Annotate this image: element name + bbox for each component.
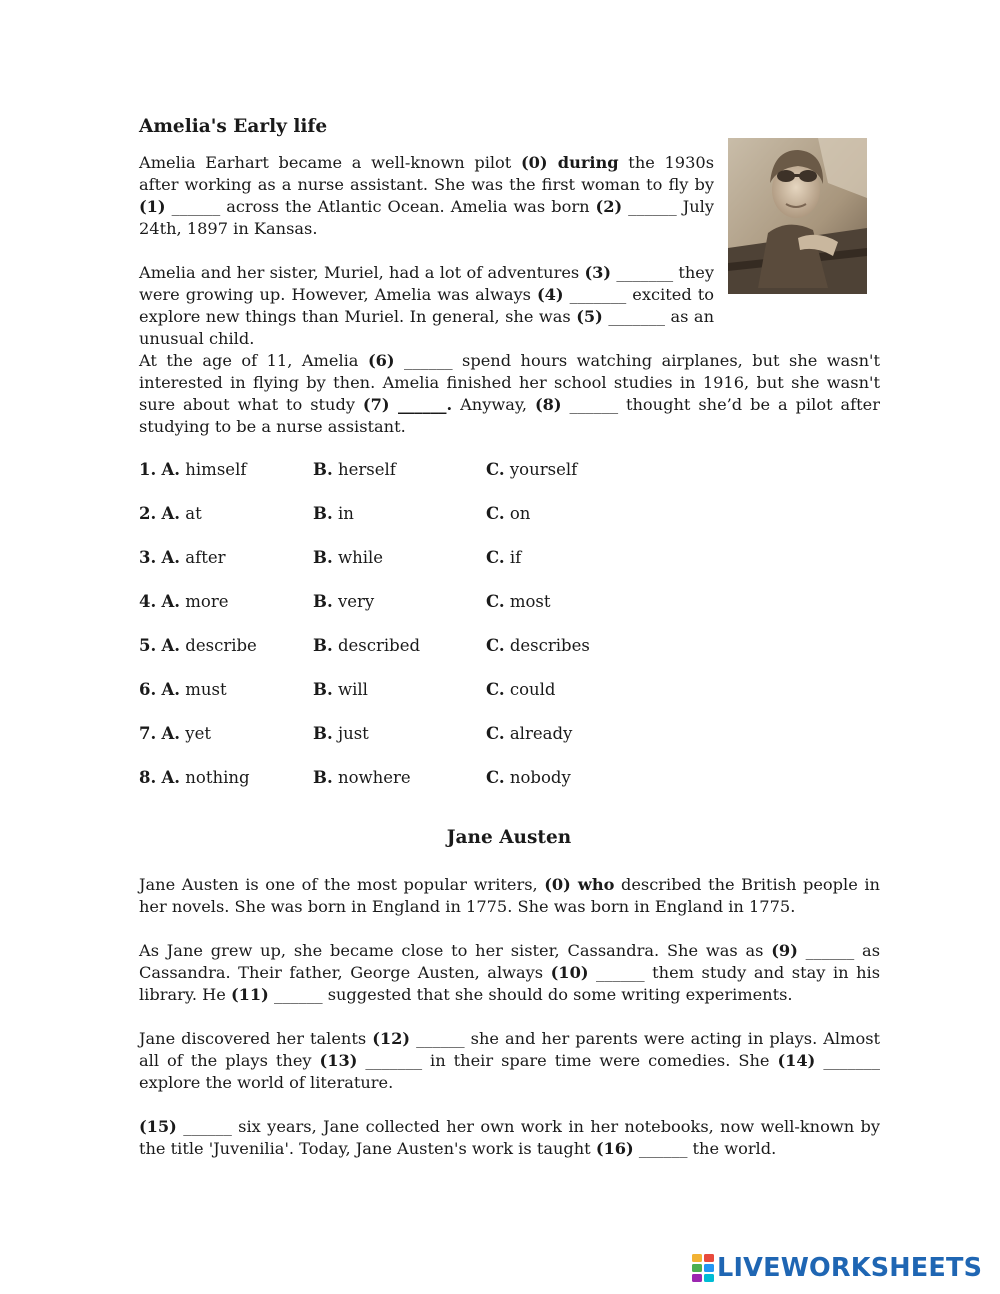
gap-15-label: (15) bbox=[139, 1117, 177, 1136]
liveworksheets-logo-icon bbox=[692, 1254, 714, 1282]
option-c[interactable]: C. already bbox=[486, 724, 573, 743]
text: ______ as Cassandra. Their father, George Austen, always bbox=[139, 941, 881, 982]
option-c[interactable]: C. most bbox=[486, 592, 551, 611]
logo-text: LIVEWORKSHEETS bbox=[717, 1253, 983, 1283]
option-a[interactable]: 1. A. himself bbox=[139, 460, 247, 479]
text: ______ thought she’d be a pilot after studying to be a nurse assistant. bbox=[139, 395, 880, 436]
gap-12-label: (12) bbox=[372, 1029, 411, 1048]
amelia-paragraph-2 bbox=[139, 262, 714, 350]
option-a[interactable]: 3. A. after bbox=[139, 548, 226, 567]
text: _______ in their spare time were comedies. She bbox=[357, 1051, 778, 1070]
gap-5-label: (5) bbox=[576, 307, 603, 326]
jane-paragraph-4 bbox=[139, 1116, 880, 1160]
option-b[interactable]: B. nowhere bbox=[313, 768, 411, 787]
gap-9-label: (9) bbox=[771, 941, 798, 960]
section-title-jane: Jane Austen bbox=[446, 827, 572, 848]
option-b[interactable]: B. just bbox=[313, 724, 369, 743]
text: Amelia Earhart became a well-known pilot bbox=[139, 153, 521, 172]
option-row-7 bbox=[139, 724, 759, 748]
option-row-4 bbox=[139, 592, 759, 616]
text: ______ suggested that she should do some writing experiments. bbox=[268, 985, 793, 1004]
text: ______ she and her parents were acting in plays. Almost all of the plays they bbox=[139, 1029, 881, 1070]
option-b[interactable]: B. in bbox=[313, 504, 354, 523]
jane-paragraph-3 bbox=[139, 1028, 880, 1094]
gap-16-label: (16) bbox=[595, 1139, 634, 1158]
option-row-1 bbox=[139, 460, 759, 484]
text: _______ as an unusual child. bbox=[139, 307, 714, 348]
option-a[interactable]: 7. A. yet bbox=[139, 724, 211, 743]
text: Amelia and her sister, Muriel, had a lot of adventures bbox=[139, 263, 585, 282]
gap-7-label: (7) ______. bbox=[362, 395, 453, 414]
option-a[interactable]: 8. A. nothing bbox=[139, 768, 250, 787]
option-c[interactable]: C. nobody bbox=[486, 768, 571, 787]
text: _______ explore the world of literature. bbox=[139, 1051, 880, 1092]
text: _______ excited to explore new things than Muriel. In general, she was bbox=[139, 285, 714, 326]
gap-8-label: (8) bbox=[534, 395, 562, 414]
option-c[interactable]: C. yourself bbox=[486, 460, 578, 479]
option-c[interactable]: C. on bbox=[486, 504, 531, 523]
text: the 1930s after working as a nurse assistant. She was the first woman to fly by bbox=[139, 153, 715, 194]
gap-10-label: (10) bbox=[550, 963, 589, 982]
jane-paragraph-1 bbox=[139, 874, 880, 918]
gap-2-label: (2) bbox=[595, 197, 623, 216]
option-c[interactable]: C. could bbox=[486, 680, 556, 699]
gap-14-label: (14) bbox=[777, 1051, 816, 1070]
jane-paragraph-2 bbox=[139, 940, 880, 1006]
section-title-amelia: Amelia's Early life bbox=[139, 116, 328, 137]
text: At the age of 11, Amelia bbox=[139, 351, 368, 370]
text: ______ six years, Jane collected her own work in her notebooks, now well-known by the title 'Juvenilia'. Today, Jane Austen's work is taught bbox=[139, 1117, 880, 1158]
gap-13-label: (13) bbox=[319, 1051, 358, 1070]
gap-6-label: (6) bbox=[367, 351, 395, 370]
option-c[interactable]: C. if bbox=[486, 548, 522, 567]
option-b[interactable]: B. will bbox=[313, 680, 368, 699]
text: ______ them study and stay in his library. He bbox=[139, 963, 880, 1004]
option-row-6 bbox=[139, 680, 759, 704]
option-a[interactable]: 6. A. must bbox=[139, 680, 227, 699]
option-c[interactable]: C. describes bbox=[486, 636, 590, 655]
gap-0-example: (0) who bbox=[544, 875, 615, 894]
text: ______ across the Atlantic Ocean. Amelia was born bbox=[165, 197, 596, 216]
option-b[interactable]: B. very bbox=[313, 592, 375, 611]
gap-1-label: (1) bbox=[139, 197, 166, 216]
option-a[interactable]: 2. A. at bbox=[139, 504, 202, 523]
option-row-8 bbox=[139, 768, 759, 792]
text: Anyway, bbox=[452, 395, 535, 414]
gap-0-example: (0) during bbox=[521, 153, 619, 172]
option-row-3 bbox=[139, 548, 759, 572]
text: _______ they were growing up. However, Amelia was always bbox=[139, 263, 714, 304]
option-a[interactable]: 4. A. more bbox=[139, 592, 229, 611]
amelia-photo-illustration bbox=[728, 138, 867, 294]
gap-11-label: (11) bbox=[230, 985, 269, 1004]
gap-4-label: (4) bbox=[536, 285, 564, 304]
option-b[interactable]: B. herself bbox=[313, 460, 396, 479]
text: ______ spend hours watching airplanes, but she wasn't interested in flying by then. Amelia finished her school studies in 1916, but she wasn't sure about what to study bbox=[139, 351, 880, 414]
gap-3-label: (3) bbox=[584, 263, 612, 282]
text: ______ July 24th, 1897 in Kansas. bbox=[139, 197, 714, 238]
text: ______ the world. bbox=[633, 1139, 777, 1158]
text: Jane discovered her talents bbox=[139, 1029, 373, 1048]
text: described the British people in her novels. She was born in England in 1775. She was born in England in 1775. bbox=[139, 875, 880, 916]
amelia-paragraph-1 bbox=[139, 152, 714, 240]
text: As Jane grew up, she became close to her sister, Cassandra. She was as bbox=[139, 941, 772, 960]
option-row-5 bbox=[139, 636, 759, 660]
text: Jane Austen is one of the most popular writers, bbox=[139, 875, 545, 894]
amelia-paragraph-3 bbox=[139, 350, 880, 438]
option-b[interactable]: B. while bbox=[313, 548, 384, 567]
amelia-photo bbox=[728, 138, 867, 294]
liveworksheets-logo[interactable] bbox=[692, 1253, 982, 1283]
option-a[interactable]: 5. A. describe bbox=[139, 636, 257, 655]
option-row-2 bbox=[139, 504, 759, 528]
option-b[interactable]: B. described bbox=[313, 636, 421, 655]
